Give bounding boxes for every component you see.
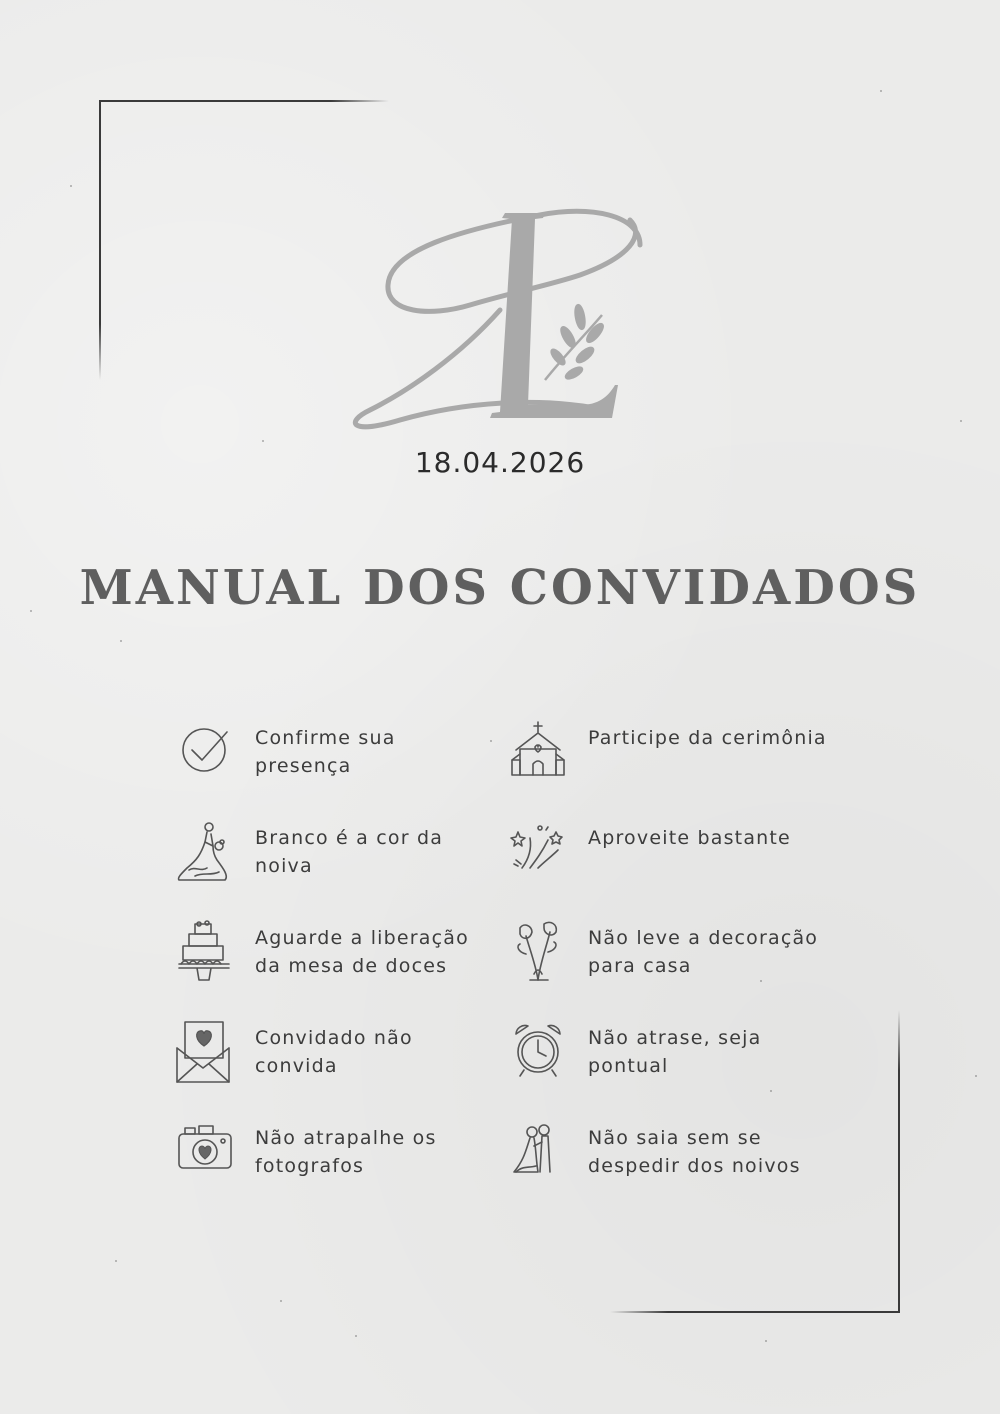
frame-corner-bottom-right-horizontal (610, 1311, 900, 1313)
rule-text: Aguarde a liberação da mesa de doces (255, 927, 469, 977)
camera-heart-icon (175, 1120, 235, 1190)
rule-text: Aproveite bastante (588, 827, 791, 849)
rule-item (175, 1120, 495, 1190)
rule-item (175, 920, 495, 990)
page-title: MANUAL DOS CONVIDADOS (79, 560, 921, 616)
rule-text: Participe da cerimônia (588, 727, 827, 749)
event-date: 18.04.2026 (414, 446, 586, 479)
rule-text: Branco é a cor da noiva (255, 827, 444, 877)
envelope-heart-icon (175, 1020, 235, 1090)
cake-icon (175, 920, 235, 990)
frame-corner-bottom-right-vertical (898, 1010, 900, 1313)
rule-text: Confirme sua presença (255, 727, 396, 777)
rule-item (175, 820, 495, 890)
church-icon (508, 720, 568, 790)
bride-icon (175, 820, 235, 890)
frame-corner-top-left-horizontal (99, 100, 389, 102)
monogram-logo (340, 205, 660, 435)
checkmark-circle-icon (175, 720, 235, 790)
rule-item (508, 1120, 828, 1190)
fireworks-icon (508, 820, 568, 890)
rule-item (508, 1020, 828, 1090)
rule-item (508, 820, 828, 890)
rule-item (175, 720, 495, 790)
rule-text: Não saia sem se despedir dos noivos (588, 1127, 801, 1177)
rule-item (508, 920, 828, 990)
rule-text: Não leve a decoração para casa (588, 927, 819, 977)
flowers-icon (508, 920, 568, 990)
couple-icon (508, 1120, 568, 1190)
rule-item (508, 720, 828, 790)
rule-text: Não atrase, seja pontual (588, 1027, 762, 1077)
rule-item (175, 1020, 495, 1090)
rule-text: Convidado não convida (255, 1027, 413, 1077)
alarm-clock-icon (508, 1020, 568, 1090)
frame-corner-top-left-vertical (99, 100, 101, 380)
rule-text: Não atrapalhe os fotografos (255, 1127, 437, 1177)
